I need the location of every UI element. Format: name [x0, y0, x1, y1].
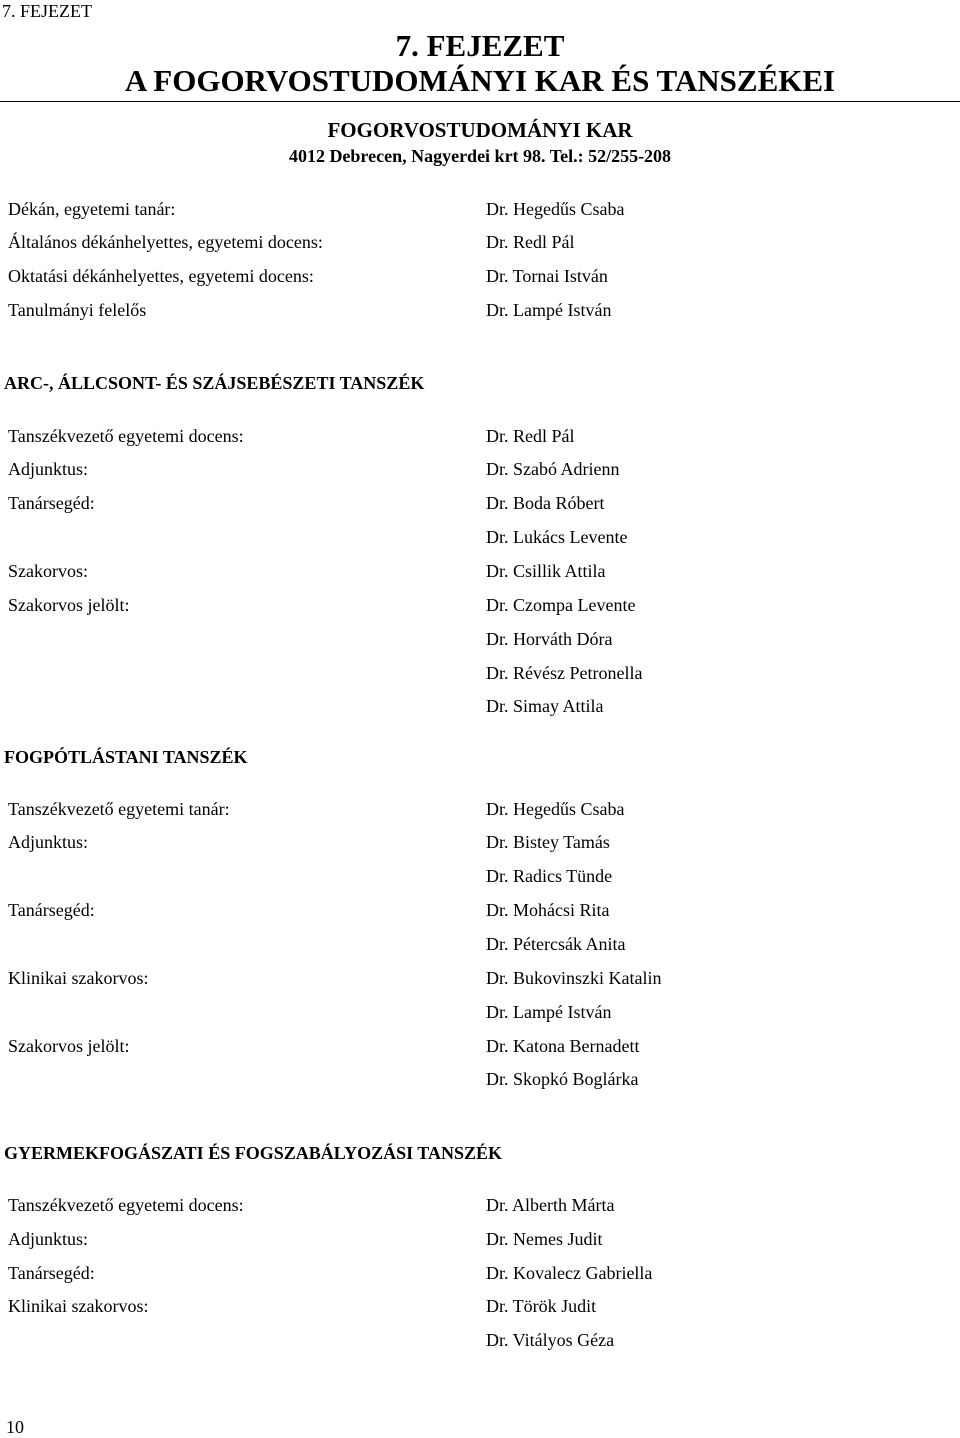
row-label: Tanársegéd:: [8, 493, 95, 513]
section-title: FOGPÓTLÁSTANI TANSZÉK: [4, 747, 248, 767]
row-label: Tanszékvezető egyetemi tanár:: [8, 799, 230, 819]
row-name: Dr. Mohácsi Rita: [486, 900, 610, 920]
row-name: Dr. Török Judit: [486, 1296, 597, 1316]
row-name: Dr. Redl Pál: [486, 232, 575, 252]
row-name: Dr. Katona Bernadett: [486, 1036, 640, 1056]
row-name: Dr. Pétercsák Anita: [486, 934, 626, 954]
row-name: Dr. Alberth Márta: [486, 1195, 615, 1215]
row-label: Szakorvos jelölt:: [8, 595, 130, 615]
chapter-number: 7. FEJEZET: [395, 28, 565, 63]
row-label: Szakorvos jelölt:: [8, 1036, 130, 1056]
row-name: Dr. Boda Róbert: [486, 493, 605, 513]
row-name: Dr. Kovalecz Gabriella: [486, 1263, 653, 1283]
row-name: Dr. Vitályos Géza: [486, 1330, 615, 1350]
row-label: Tanársegéd:: [8, 1263, 95, 1283]
row-label: Adjunktus:: [8, 459, 89, 479]
row-name: Dr. Czompa Levente: [486, 595, 636, 615]
section-title: ARC-, ÁLLCSONT- ÉS SZÁJSEBÉSZETI TANSZÉK: [4, 373, 425, 393]
row-name: Dr. Simay Attila: [486, 696, 604, 716]
row-name: Dr. Radics Tünde: [486, 866, 613, 886]
row-label: Klinikai szakorvos:: [8, 968, 149, 988]
row-name: Dr. Redl Pál: [486, 426, 575, 446]
row-name: Dr. Skopkó Boglárka: [486, 1069, 639, 1089]
row-name: Dr. Tornai István: [486, 266, 608, 286]
row-label: Oktatási dékánhelyettes, egyetemi docens:: [8, 266, 314, 286]
row-label: Adjunktus:: [8, 1229, 89, 1249]
heading-rule: [0, 101, 960, 102]
faculty-address: 4012 Debrecen, Nagyerdei krt 98. Tel.: 52/255-208: [288, 146, 672, 166]
page-number: 10: [6, 1417, 24, 1437]
row-label: Tanársegéd:: [8, 900, 95, 920]
row-name: Dr. Lampé István: [486, 1002, 612, 1022]
row-name: Dr. Hegedűs Csaba: [486, 199, 625, 219]
row-label: Általános dékánhelyettes, egyetemi docens:: [8, 232, 323, 252]
row-name: Dr. Csillik Attila: [486, 561, 606, 581]
row-name: Dr. Horváth Dóra: [486, 629, 613, 649]
row-name: Dr. Bistey Tamás: [486, 832, 610, 852]
faculty-name: FOGORVOSTUDOMÁNYI KAR: [327, 118, 633, 142]
row-label: Tanszékvezető egyetemi docens:: [8, 426, 244, 446]
row-label: Szakorvos:: [8, 561, 88, 581]
row-label: Dékán, egyetemi tanár:: [8, 199, 176, 219]
row-name: Dr. Lukács Levente: [486, 527, 628, 547]
row-label: Adjunktus:: [8, 832, 89, 852]
row-name: Dr. Révész Petronella: [486, 663, 643, 683]
row-name: Dr. Bukovinszki Katalin: [486, 968, 662, 988]
chapter-heading: [0, 28, 960, 98]
chapter-title: A FOGORVOSTUDOMÁNYI KAR ÉS TANSZÉKEI: [124, 63, 836, 98]
section-title: GYERMEKFOGÁSZATI ÉS FOGSZABÁLYOZÁSI TANSZÉK: [4, 1143, 502, 1163]
row-name: Dr. Nemes Judit: [486, 1229, 603, 1249]
running-head: 7. FEJEZET: [2, 1, 92, 21]
row-name: Dr. Hegedűs Csaba: [486, 799, 625, 819]
row-name: Dr. Szabó Adrienn: [486, 459, 620, 479]
row-label: Klinikai szakorvos:: [8, 1296, 149, 1316]
row-name: Dr. Lampé István: [486, 300, 612, 320]
row-label: Tanulmányi felelős: [8, 300, 147, 320]
row-label: Tanszékvezető egyetemi docens:: [8, 1195, 244, 1215]
